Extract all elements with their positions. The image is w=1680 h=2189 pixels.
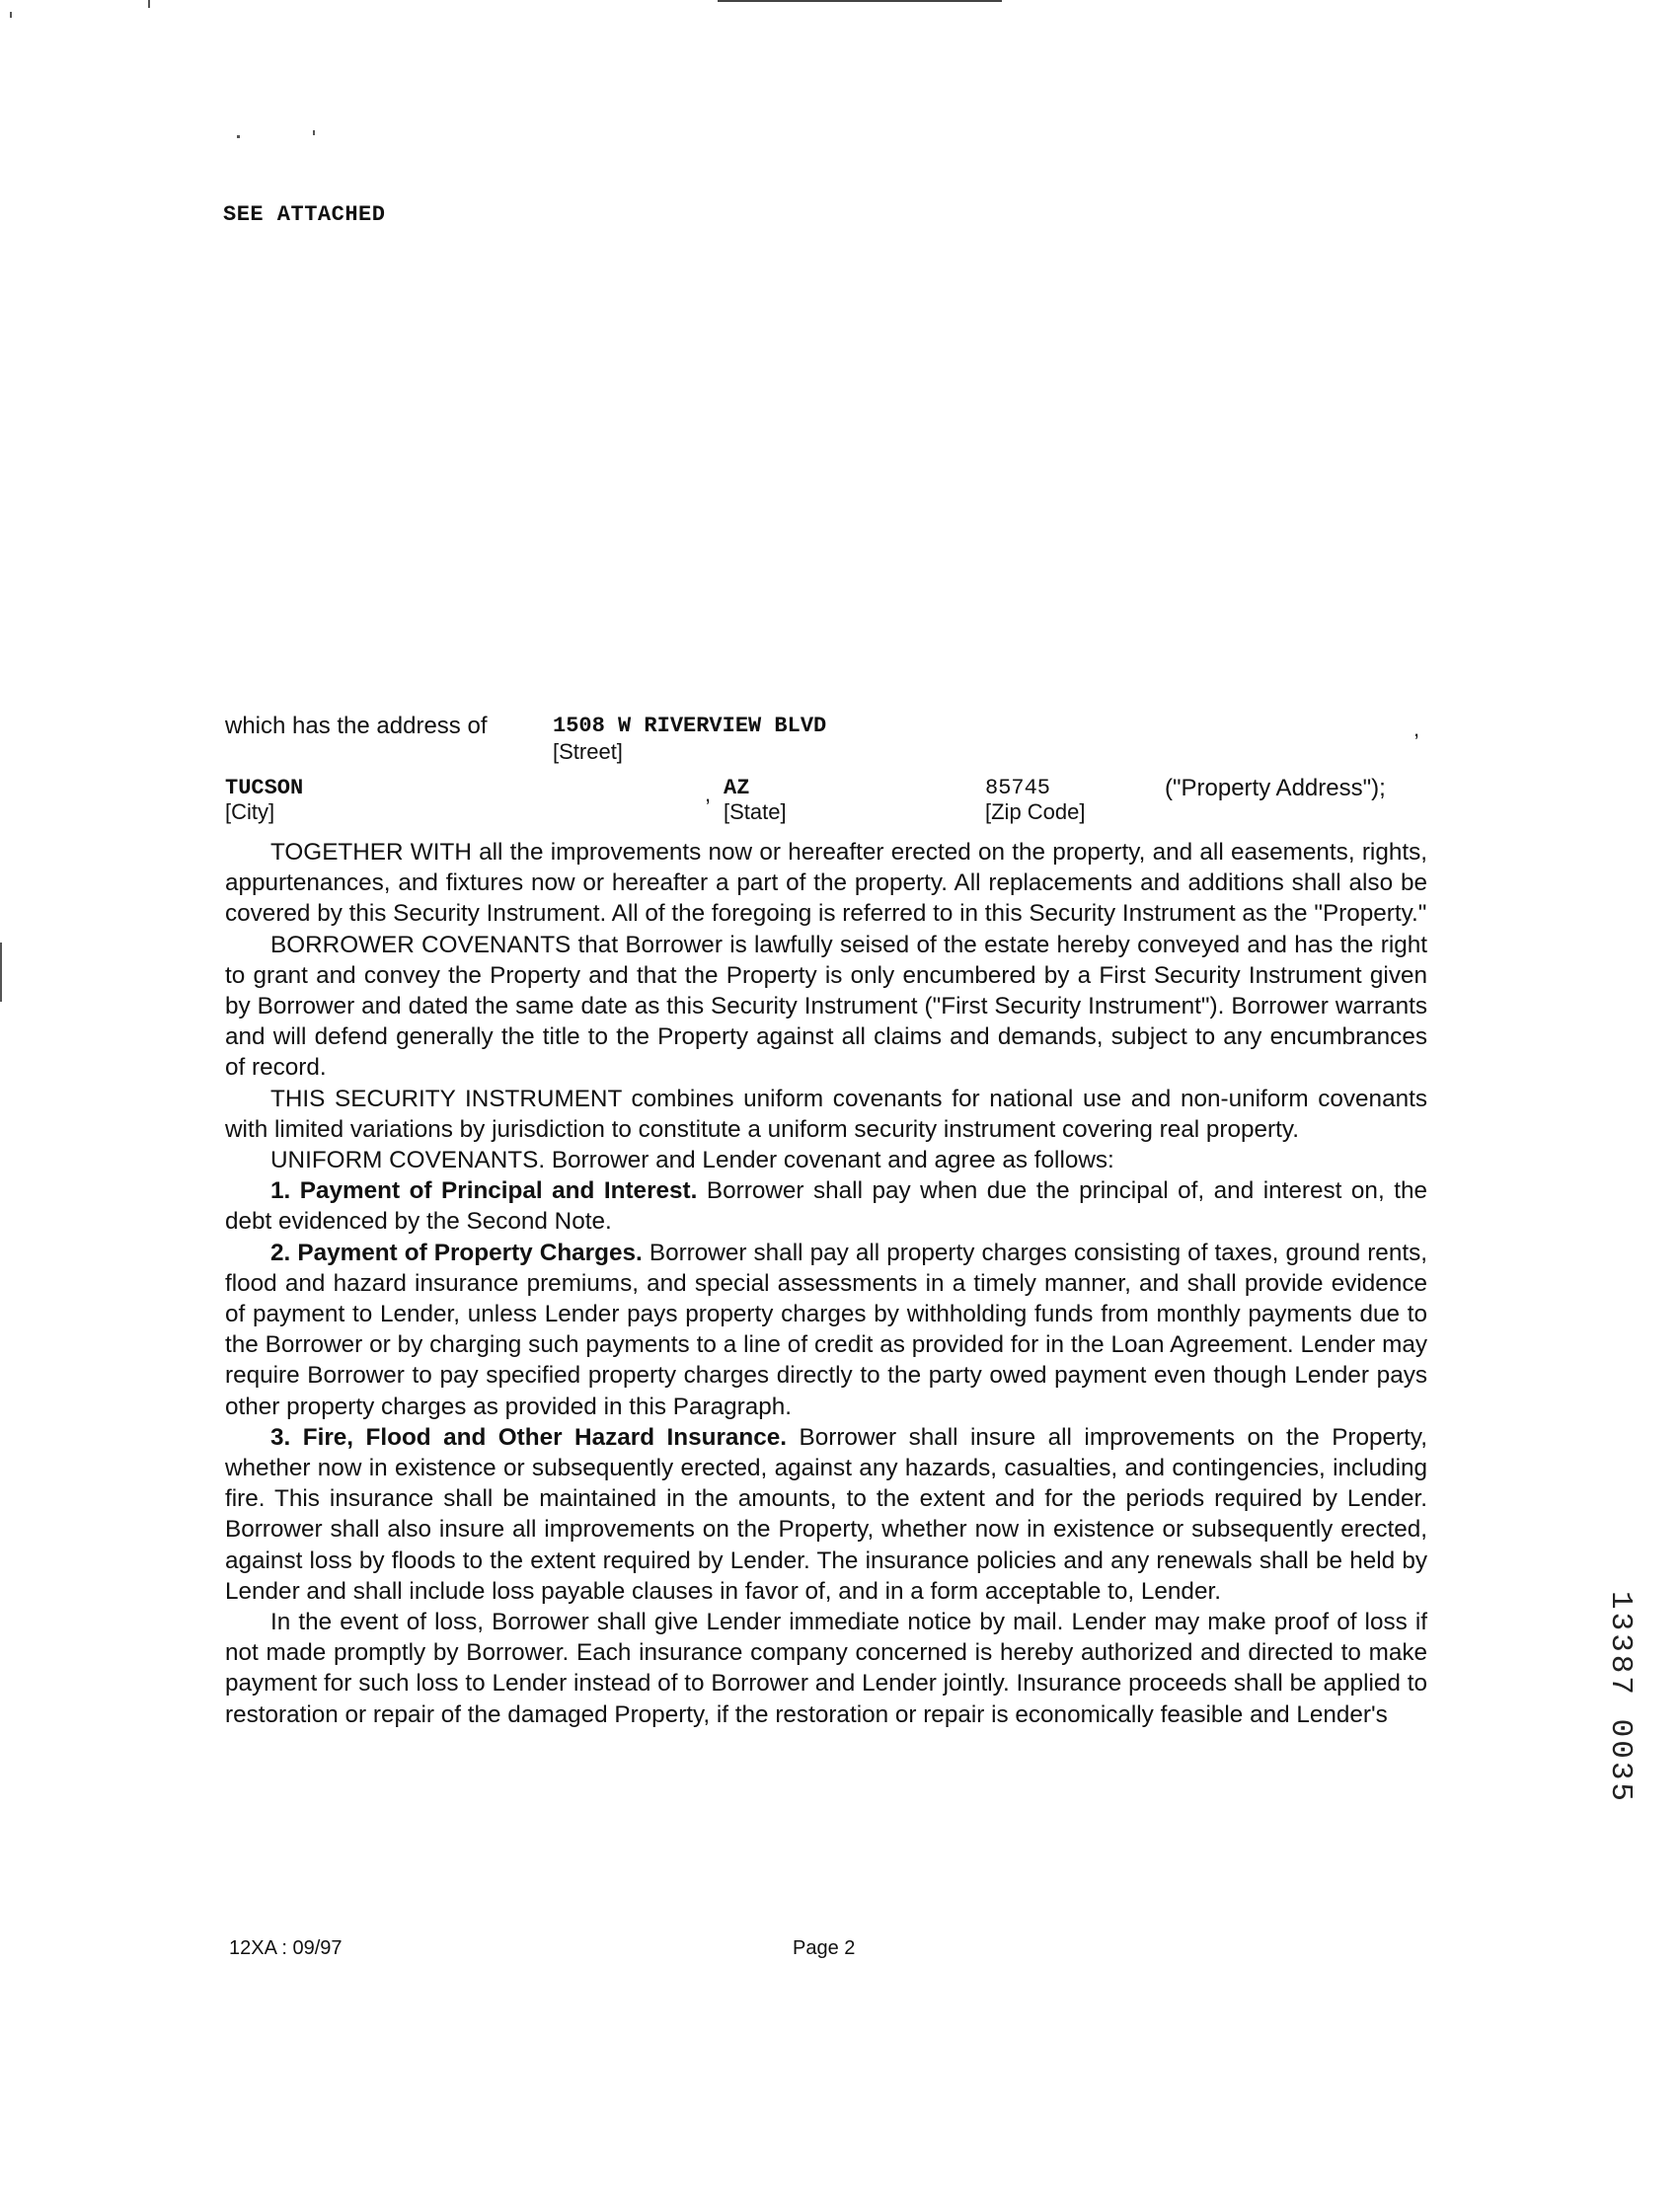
paragraph-uniform-covenants (225, 1145, 1427, 1175)
recording-stamp: 13387 0035 (1603, 1591, 1638, 1805)
address-intro-label: which has the address of (225, 713, 488, 739)
paragraph-heading: 3. Fire, Flood and Other Hazard Insurance. (270, 1423, 788, 1451)
paragraph-together-with (225, 837, 1427, 930)
zip-caption: [Zip Code] (985, 799, 1086, 824)
paragraph-text: Borrower shall pay all property charges consisting of taxes, ground rents, flood and hazard insurance premiums, and special assessments in a timely manner, and shall provide evidence of payment to Lender, unless Lender pays property charges by withholding funds from monthly payments due to the Borrower or by charging such payments to a line of credit as provided for in the Loan Agreement. Lender may require Borrower to pay specified property charges directly to the party owed payment even though Lender pays other property charges as provided in this Paragraph. (225, 1239, 1427, 1420)
body-text (225, 837, 1427, 1730)
paragraph-text: Borrower shall pay when due the principal of, and interest on, the debt evidenced by the Second Note. (225, 1177, 1427, 1236)
see-attached-note: SEE ATTACHED (223, 202, 386, 227)
property-address-label: ("Property Address"); (1165, 775, 1386, 801)
scan-edge-mark (0, 943, 2, 1002)
state-caption: [State] (724, 799, 787, 824)
paragraph-text: THIS SECURITY INSTRUMENT combines uniform covenants for national use and non-uniform covenants with limited variations by jurisdiction to constitute a uniform security instrument covering real property. (225, 1085, 1427, 1143)
paragraph-property-charges (225, 1238, 1427, 1422)
paragraph-heading: 1. Payment of Principal and Interest. (270, 1177, 698, 1205)
scan-speck (313, 130, 315, 135)
scan-speck (237, 135, 240, 138)
paragraph-text: In the event of loss, Borrower shall give Lender immediate notice by mail. Lender may make proof of loss if not made promptly by Borrower. Each insurance company concerned is hereby authorized and directed to make payment for such loss to Lender instead of to Borrower and Lender jointly. Insurance proceeds shall be applied to restoration or repair of the damaged Property, if the restoration or repair is economically feasible and Lender's (225, 1609, 1427, 1728)
paragraph-hazard-insurance (225, 1422, 1427, 1607)
street-caption: [Street] (553, 739, 623, 764)
form-code: 12XA : 09/97 (229, 1937, 343, 1959)
paragraph-text: TOGETHER WITH all the improvements now or hereafter erected on the property, and all easements, rights, appurtenances, and fixtures now or hereafter a part of the property. All replacements and additions shall also be covered by this Security Instrument. All of the foregoing is referred to in this Security Instrument as the "Property." (225, 839, 1427, 928)
paragraph-text: BORROWER COVENANTS that Borrower is lawfully seised of the estate hereby conveyed and has the right to grant and convey the Property and that the Property is only encumbered by a First Security Instrument given by Borrower and dated the same date as this Security Instrument ("First Security Instrument"). Borrower warrants and will defend generally the title to the Property against all claims and demands, subject to any encumbrances of record. (225, 931, 1427, 1082)
state-comma: , (705, 782, 712, 806)
zip-value: 85745 (985, 776, 1051, 800)
paragraph-security-instrument (225, 1084, 1427, 1145)
paragraph-payment-principal (225, 1175, 1427, 1237)
paragraph-borrower-covenants (225, 930, 1427, 1084)
scan-speck (148, 0, 150, 8)
paragraph-text: UNIFORM COVENANTS. Borrower and Lender covenant and agree as follows: (270, 1147, 1114, 1174)
street-value: 1508 W RIVERVIEW BLVD (553, 714, 827, 738)
state-value: AZ (724, 776, 750, 800)
scan-top-line (718, 0, 1002, 2)
city-caption: [City] (225, 799, 275, 824)
paragraph-text: Borrower shall insure all improvements on the Property, whether now in existence or subsequently erected, against any hazards, casualties, and contingencies, including fire. This insurance shall be maintained in the amounts, to the extent and for the periods required by Lender. Borrower shall also insure all improvements on the Property, whether now in existence or subsequently erected, against loss by floods to the extent required by Lender. The insurance policies and any renewals shall be held by Lender and shall include loss payable clauses in favor of, and in a form acceptable to, Lender. (225, 1423, 1427, 1605)
page-number: Page 2 (793, 1937, 856, 1959)
scan-speck (10, 12, 12, 18)
paragraph-event-of-loss (225, 1607, 1427, 1730)
city-value: TUCSON (225, 776, 304, 800)
paragraph-heading: 2. Payment of Property Charges. (270, 1239, 643, 1266)
street-trailing-comma: , (1413, 717, 1420, 741)
